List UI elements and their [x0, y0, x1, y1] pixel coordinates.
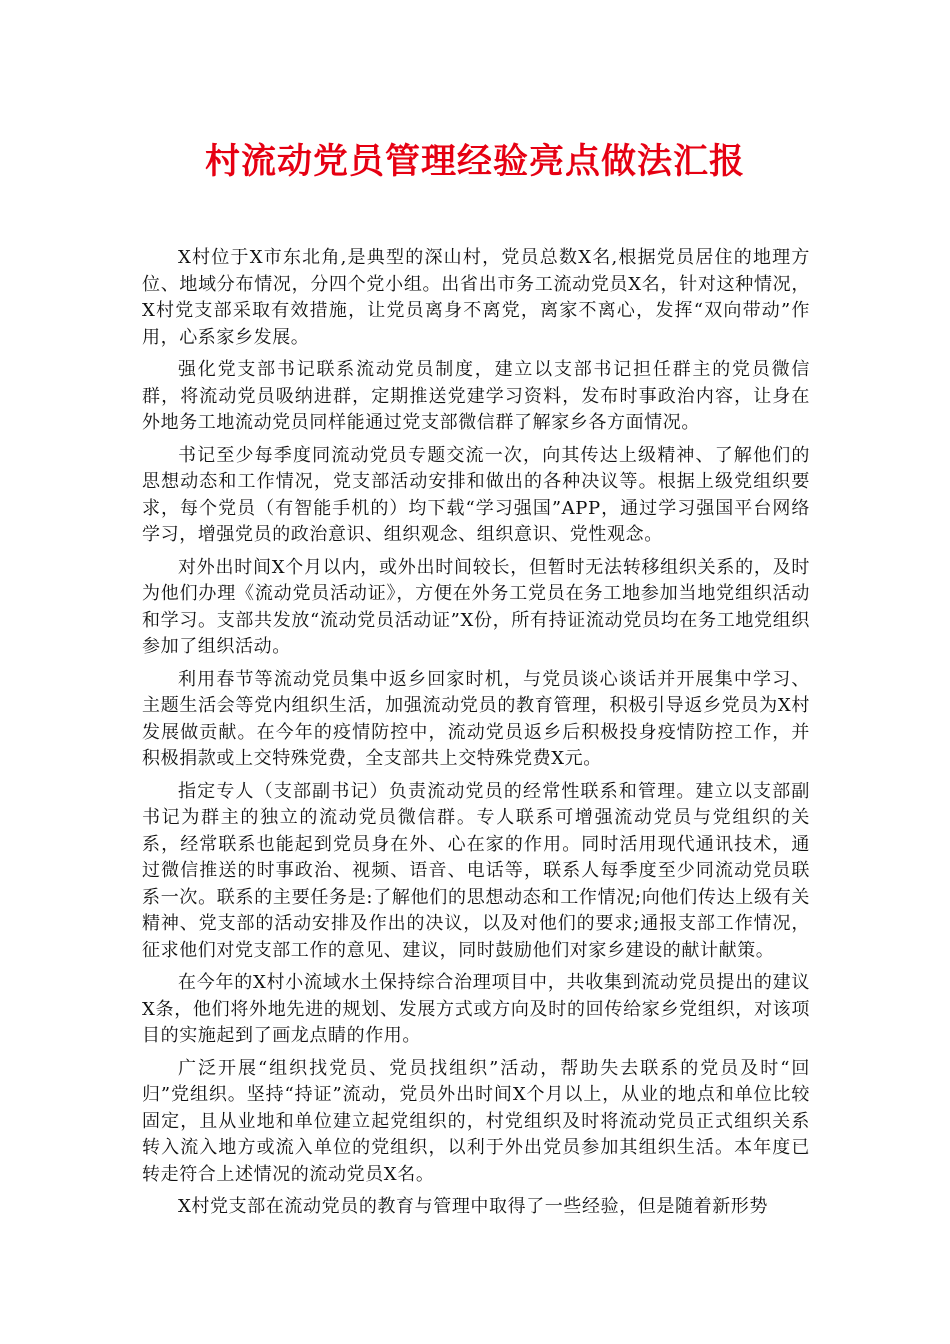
paragraph-7: 在今年的X村小流域水土保持综合治理项目中，共收集到流动党员提出的建议X条，他们将外地先进的规划、发展方式或方向及时的回传给家乡党组织，对该项目的实施起到了画龙点睛的作用。	[142, 972, 810, 1046]
paragraph-1: X村位于X市东北角,是典型的深山村，党员总数X名,根据党员居住的地理方位、地域分布情况，分四个党小组。出省出市务工流动党员X名，针对这种情况，X村党支部采取有效措施，让党员离身不离党，离家不离心，发挥“双向带动”作用，心系家乡发展。	[142, 247, 810, 348]
paragraph-8: 广泛开展“组织找党员、党员找组织”活动，帮助失去联系的党员及时“回归”党组织。坚持“持证”流动，党员外出时间X个月以上，从业的地点和单位比较固定，且从业地和单位建立起党组织的，村党组织及时将流动党员正式组织关系转入流入地方或流入单位的党组织，以利于外出党员参加其组织生活。本年度已转走符合上述情况的流动党员X名。	[142, 1057, 810, 1185]
paragraph-5: 利用春节等流动党员集中返乡回家时机，与党员谈心谈话并开展集中学习、主题生活会等党内组织生活，加强流动党员的教育管理，积极引导返乡党员为X村发展做贡献。在今年的疫情防控中，流动党员返乡后积极投身疫情防控工作，并积极捐款或上交特殊党费，全支部共上交特殊党费X元。	[142, 668, 810, 769]
paragraph-3: 书记至少每季度同流动党员专题交流一次，向其传达上级精神、了解他们的思想动态和工作情况，党支部活动安排和做出的各种决议等。根据上级党组织要求，每个党员（有智能手机的）均下载“学习强国”APP，通过学习强国平台网络学习，增强党员的政治意识、组织观念、组织意识、党性观念。	[142, 444, 810, 545]
paragraph-2: 强化党支部书记联系流动党员制度，建立以支部书记担任群主的党员微信群，将流动党员吸纳进群，定期推送党建学习资料，发布时事政治内容，让身在外地务工地流动党员同样能通过党支部微信群了解家乡各方面情况。	[142, 359, 810, 433]
document-title: 村流动党员管理经验亮点做法汇报	[204, 141, 745, 182]
paragraph-9: X村党支部在流动党员的教育与管理中取得了一些经验，但是随着新形势	[178, 1196, 769, 1217]
paragraph-4: 对外出时间X个月以内，或外出时间较长，但暂时无法转移组织关系的，及时为他们办理《流动党员活动证》，方便在外务工党员在务工地参加当地党组织活动和学习。支部共发放“流动党员活动证”X份，所有持证流动党员均在务工地党组织参加了组织活动。	[142, 556, 810, 657]
document-body	[142, 245, 810, 1227]
paragraph-6: 指定专人（支部副书记）负责流动党员的经常性联系和管理。建立以支部副书记为群主的独立的流动党员微信群。专人联系可增强流动党员与党组织的关系，经常联系也能起到党员身在外、心在家的作用。同时活用现代通讯技术，通过微信推送的时事政治、视频、语音、电话等，联系人每季度至少同流动党员联系一次。联系的主要任务是:了解他们的思想动态和工作情况;向他们传达上级有关精神、党支部的活动安排及作出的决议，以及对他们的要求;通报支部工作情况，征求他们对党支部工作的意见、建议，同时鼓励他们对家乡建设的献计献策。	[142, 780, 810, 961]
